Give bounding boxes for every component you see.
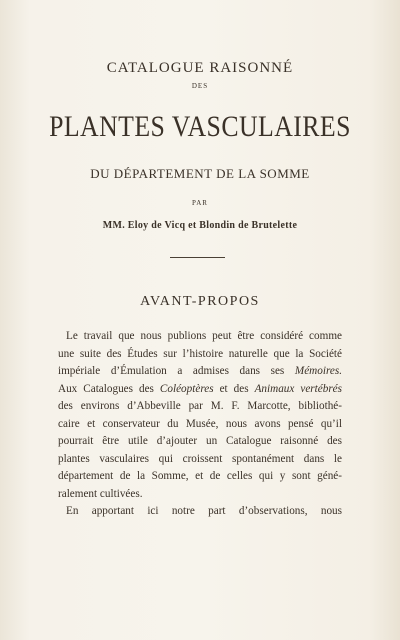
text-run-italic: Animaux vertébrés (254, 382, 342, 395)
text-line: plantes vasculaires qui croissent spontanément dans le (58, 452, 342, 465)
text-line: caire et conservateur du Musée, nous avons pensé qu’il (58, 417, 342, 430)
text-line: Le travail que nous publions peut être considéré comme (66, 330, 342, 342)
text-line: En apportant ici notre part d’observations, nous (66, 505, 342, 517)
authors: MM. Eloy de Vicq et Blondin de Brutelette (102, 220, 298, 231)
text-line: ralement cultivées. (58, 487, 143, 500)
text-run: Aux Catalogues des (58, 382, 160, 395)
text-run-italic: Mémoires. (294, 365, 342, 377)
page-title: PLANTES VASCULAIRES (49, 110, 351, 143)
text-run-italic: Coléoptères (159, 382, 214, 395)
text-run: et des (213, 382, 255, 395)
header-line-catalogue: CATALOGUE RAISONNÉ (106, 60, 294, 76)
text-line: des environs d’Abbeville par M. F. Marcotte, bibliothé- (58, 400, 342, 412)
text-line: département de la Somme, et de celles qui y sont géné- (58, 470, 342, 482)
section-title: AVANT-PROPOS (140, 294, 260, 309)
text-line: pourrait être utile d’ajouter un Catalogue raisonné des (58, 435, 342, 447)
body-paragraph (58, 328, 342, 521)
text-line (58, 363, 342, 381)
divider-rule (170, 257, 225, 258)
header-line-des: DES (191, 82, 209, 90)
text-run: impériale d’Émulation a admises dans ses (58, 365, 295, 377)
header-line-departement: DU DÉPARTEMENT DE LA SOMME (90, 166, 310, 181)
header-line-par: PAR (192, 199, 208, 207)
text-line: une suite des Études sur l’histoire naturelle que la Société (58, 347, 342, 360)
text-line (58, 381, 342, 399)
